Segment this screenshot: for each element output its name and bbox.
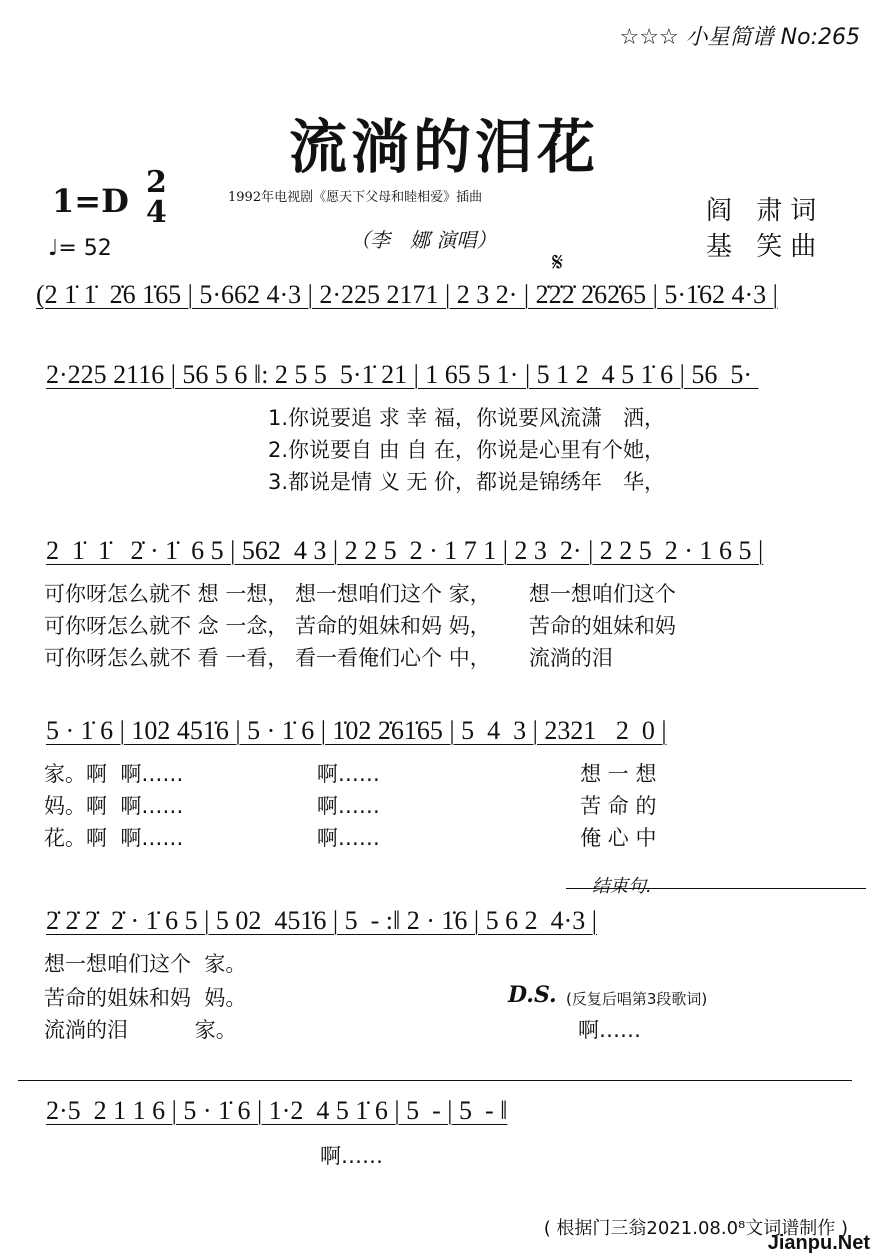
time-bottom: 4 (146, 195, 167, 230)
notation-line-1: (2 1̇ 1̇ 2̇6 1̇65 | 5·662 4·3 | 2·225 2171 | 2 3 2· | 2̇2̇2̇ 2̇62̇65 | 5·1̇62 4·3 | (36, 280, 778, 309)
ending-label: 结束句. (592, 876, 652, 897)
notation-line-6: 2·5 2 1 1 6 | 5 · 1̇ 6 | 1·2 4 5 1̇ 6 | 5 - | 5 - ‖ (46, 1096, 508, 1125)
da-segno: D.S. (508, 982, 557, 1008)
composer: 基 笑曲 (706, 232, 825, 262)
lyrics-verse-3: 3.都说是情 义 无 价，都说是锦绣年 华， (268, 470, 666, 494)
tempo: ♩= 52 (48, 236, 112, 261)
lyrics-line: 家。啊 啊…… 啊…… 想 一 想 (44, 762, 657, 786)
lyrics-line: 流淌的泪 家。 (44, 1018, 237, 1042)
lyrics-line: 可你呀怎么就不 想 一想， 想一想咱们这个 家， 想一想咱们这个 (44, 582, 676, 606)
serial-number: ☆☆☆ 小星简谱 No:265 (619, 25, 860, 50)
notation-line-4: 5 · 1̇ 6 | 102 451̇6 | 5 · 1̇ 6 | 1̇02 2̇61̇65 | 5 4 3 | 2321 2 0 | (46, 716, 667, 745)
watermark: Jianpu.Net (767, 1232, 870, 1254)
lyrics-verse-1: 1.你说要追 求 幸 福，你说要风流潇 洒， (268, 406, 666, 430)
lyrics-line: 想一想咱们这个 家。 (44, 952, 247, 976)
footer-note: ( 根据门三翁2021.08.0⁸文词谱制作 ) (543, 1218, 848, 1239)
lyrics-line: 可你呀怎么就不 看 一看， 看一看俺们心个 中， 流淌的泪 (44, 646, 613, 670)
ds-lyric: 啊…… (578, 1018, 641, 1042)
lyricist: 阎 肃词 (706, 196, 825, 226)
lyrics-line: 可你呀怎么就不 念 一念， 苦命的姐妹和妈 妈， 苦命的姐妹和妈 (44, 614, 676, 638)
lyrics-line: 妈。啊 啊…… 啊…… 苦 命 的 (44, 794, 657, 818)
time-top: 2 (146, 165, 167, 200)
subtitle: 1992年电视剧《愿天下父母和睦相爱》插曲 (228, 190, 483, 205)
notation-line-3: 2 1̇ 1̇ 2̇ · 1̇ 6 5 | 562 4 3 | 2 2 5 2 · 1 7 1 | 2 3 2· | 2 2 5 2 · 1 6 5 | (46, 536, 764, 565)
song-title: 流淌的泪花 (288, 113, 599, 181)
ds-note: (反复后唱第3段歌词) (566, 990, 708, 1008)
coda-bracket (18, 1080, 852, 1081)
time-signature (146, 165, 167, 230)
lyrics-line: 花。啊 啊…… 啊…… 俺 心 中 (44, 826, 657, 850)
lyrics-line: 啊…… (320, 1144, 383, 1168)
singer: （李 娜 演唱） (350, 228, 497, 252)
lyrics-verse-2: 2.你说要自 由 自 在，你说是心里有个她， (268, 438, 666, 462)
key-signature: 1=D (52, 182, 129, 220)
segno-icon: 𝄋 (552, 248, 564, 278)
notation-line-5: 2̇ 2̇ 2̇ 2̇ · 1̇ 6 5 | 5 02 451̇6 | 5 - :‖ 2 · 1̇6 | 5 6 2 4·3 | (46, 906, 597, 935)
notation-line-2: 2·225 2116 | 56 5 6 ‖: 2 5 5 5·1̇ 21 | 1 65 5 1· | 5 1 2 4 5 1̇ 6 | 56 5· (46, 360, 759, 389)
lyrics-line: 苦命的姐妹和妈 妈。 (44, 986, 247, 1010)
